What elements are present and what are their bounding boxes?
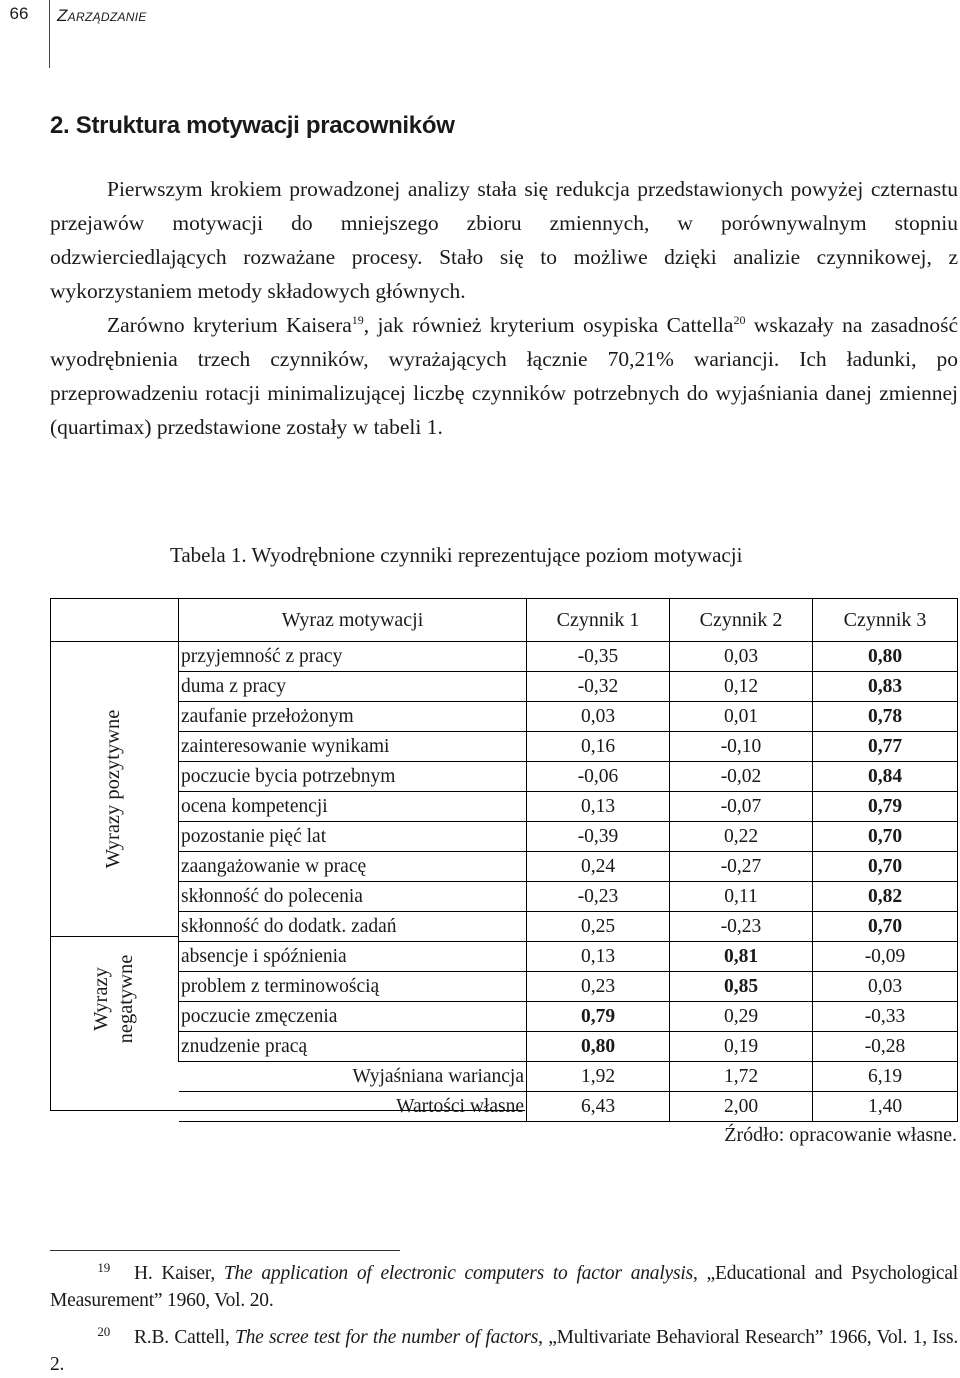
row-label: zaufanie przełożonym — [179, 702, 527, 732]
loading-cell: 0,80 — [527, 1032, 670, 1062]
footnote-19-title: The application of electronic computers to factor analysis — [223, 1263, 694, 1284]
table-header-row — [179, 599, 958, 642]
loading-cell: -0,35 — [527, 642, 670, 672]
loading-cell: -0,27 — [670, 852, 813, 882]
footnote-20-title: The scree test for the number of factors — [234, 1327, 539, 1348]
loading-cell: -0,06 — [527, 762, 670, 792]
row-label: poczucie bycia potrzebnym — [179, 762, 527, 792]
loading-cell: 0,77 — [813, 732, 958, 762]
table-caption: Tabela 1. Wyodrębnione czynniki reprezentujące poziom motywacji — [170, 543, 743, 567]
loading-cell: 0,23 — [527, 972, 670, 1002]
table-row — [179, 1002, 958, 1032]
loading-cell: 0,80 — [813, 642, 958, 672]
group-label-negative-line2: negatywne — [115, 954, 137, 1044]
loading-cell: 0,79 — [813, 792, 958, 822]
summary-cell: 6,19 — [813, 1062, 958, 1092]
header-divider — [49, 0, 50, 68]
loading-cell: 0,29 — [670, 1002, 813, 1032]
table-row — [179, 972, 958, 1002]
table-row — [179, 702, 958, 732]
loading-cell: 0,70 — [813, 912, 958, 942]
table-row — [179, 912, 958, 942]
table-row — [179, 642, 958, 672]
loading-cell: 0,13 — [527, 942, 670, 972]
loading-cell: 0,83 — [813, 672, 958, 702]
paragraph-2-part-a: Zarówno kryterium Kaisera — [107, 313, 352, 337]
paragraph-2-part-c: wskazały na zasadność wyodrębnienia trzech czynników, wyrażających łącznie 70,21% wariancji. Ich ładunki, po przeprowadzeniu rotacji minimalizującej liczbę czynników potrzebnych do wyjaśniania danej zmiennej (quartimax) przedstawione zostały w tabeli 1. — [50, 313, 958, 439]
row-label: znudzenie pracą — [179, 1032, 527, 1062]
table-border-left — [50, 598, 51, 1111]
loading-cell: -0,10 — [670, 732, 813, 762]
row-label: przyjemność z pracy — [179, 642, 527, 672]
section-heading: 2. Struktura motywacji pracowników — [50, 112, 455, 139]
table-row — [179, 672, 958, 702]
row-label: zainteresowanie wynikami — [179, 732, 527, 762]
footnote-20 — [50, 1324, 958, 1378]
paragraph-1: Pierwszym krokiem prowadzonej analizy stała się redukcja przedstawionych powyżej czternastu przejawów motywacji do mniejszego zbioru zmiennych, w porównywalnym stopniu odzwierciedlających rozważane procesy. Stało się to możliwe dzięki analizie czynnikowej, z wykorzystaniem metody składowych głównych. — [50, 177, 958, 303]
table-row — [179, 792, 958, 822]
loading-cell: -0,39 — [527, 822, 670, 852]
summary-cell: 1,92 — [527, 1062, 670, 1092]
column-header: Czynnik 1 — [527, 599, 670, 642]
factor-loadings-table — [178, 598, 958, 1122]
summary-row — [179, 1092, 958, 1122]
loading-cell: -0,23 — [527, 882, 670, 912]
summary-row — [179, 1062, 958, 1092]
table-source: Źródło: opracowanie własne. — [724, 1124, 957, 1146]
loading-cell: 0,82 — [813, 882, 958, 912]
factor-table — [50, 598, 958, 1117]
row-label: ocena kompetencji — [179, 792, 527, 822]
column-header: Czynnik 2 — [670, 599, 813, 642]
row-label: pozostanie pięć lat — [179, 822, 527, 852]
footnote-20-rest: , „Multivariate Behavioral Research” 1966, Vol. 1, Iss. 2. — [50, 1327, 959, 1375]
loading-cell: 0,22 — [670, 822, 813, 852]
row-label: poczucie zmęczenia — [179, 1002, 527, 1032]
running-title: Zarządzanie — [57, 6, 147, 25]
column-header: Czynnik 3 — [813, 599, 958, 642]
loading-cell: 0,13 — [527, 792, 670, 822]
footnote-number-20: 20 — [97, 1324, 110, 1339]
footnote-19 — [50, 1260, 958, 1314]
page-number: 66 — [9, 4, 29, 23]
loading-cell: 0,78 — [813, 702, 958, 732]
group-label-positive: Wyrazy pozytywne — [102, 709, 124, 869]
row-label: skłonność do dodatk. zadań — [179, 912, 527, 942]
loading-cell: 0,85 — [670, 972, 813, 1002]
table-row — [179, 762, 958, 792]
summary-label: Wartości własne — [179, 1092, 527, 1122]
loading-cell: 0,81 — [670, 942, 813, 972]
table-row — [179, 1032, 958, 1062]
loading-cell: -0,09 — [813, 942, 958, 972]
group-label-negative — [89, 899, 139, 1099]
row-label: absencje i spóźnienia — [179, 942, 527, 972]
paragraph-2-part-b: , jak również kryterium osypiska Cattella — [363, 313, 734, 337]
table-row — [179, 732, 958, 762]
loading-cell: -0,32 — [527, 672, 670, 702]
footnote-divider — [50, 1250, 400, 1251]
summary-label: Wyjaśniana wariancja — [179, 1062, 527, 1092]
loading-cell: 0,12 — [670, 672, 813, 702]
row-label: duma z pracy — [179, 672, 527, 702]
table-row — [179, 822, 958, 852]
footnote-20-author: R.B. Cattell, — [134, 1327, 235, 1348]
loading-cell: -0,07 — [670, 792, 813, 822]
group-label-negative-line1: Wyrazy — [90, 967, 112, 1031]
summary-cell: 6,43 — [527, 1092, 670, 1122]
loading-cell: 0,70 — [813, 822, 958, 852]
summary-cell: 1,40 — [813, 1092, 958, 1122]
loading-cell: 0,03 — [527, 702, 670, 732]
loading-cell: -0,23 — [670, 912, 813, 942]
body-text — [50, 172, 958, 444]
loading-cell: 0,84 — [813, 762, 958, 792]
footnote-19-rest: , „Educational and Psychological Measurement” 1960, Vol. 20. — [50, 1263, 958, 1311]
loading-cell: 0,70 — [813, 852, 958, 882]
summary-cell: 1,72 — [670, 1062, 813, 1092]
loading-cell: 0,16 — [527, 732, 670, 762]
paragraph-2 — [50, 308, 958, 444]
row-label: zaangażowanie w pracę — [179, 852, 527, 882]
loading-cell: 0,79 — [527, 1002, 670, 1032]
table-row — [179, 852, 958, 882]
loading-cell: 0,25 — [527, 912, 670, 942]
table-row — [179, 882, 958, 912]
footnote-ref-20[interactable]: 20 — [733, 313, 746, 327]
loading-cell: 0,03 — [813, 972, 958, 1002]
column-header: Wyraz motywacji — [179, 599, 527, 642]
loading-cell: -0,28 — [813, 1032, 958, 1062]
row-label: problem z terminowością — [179, 972, 527, 1002]
loading-cell: 0,19 — [670, 1032, 813, 1062]
footnote-ref-19[interactable]: 19 — [351, 313, 364, 327]
summary-cell: 2,00 — [670, 1092, 813, 1122]
loading-cell: -0,33 — [813, 1002, 958, 1032]
loading-cell: 0,24 — [527, 852, 670, 882]
loading-cell: 0,03 — [670, 642, 813, 672]
loading-cell: 0,11 — [670, 882, 813, 912]
table-row — [179, 942, 958, 972]
row-label: skłonność do polecenia — [179, 882, 527, 912]
footnote-19-author: H. Kaiser, — [134, 1263, 224, 1284]
footnote-number-19: 19 — [97, 1260, 110, 1275]
loading-cell: 0,01 — [670, 702, 813, 732]
loading-cell: -0,02 — [670, 762, 813, 792]
